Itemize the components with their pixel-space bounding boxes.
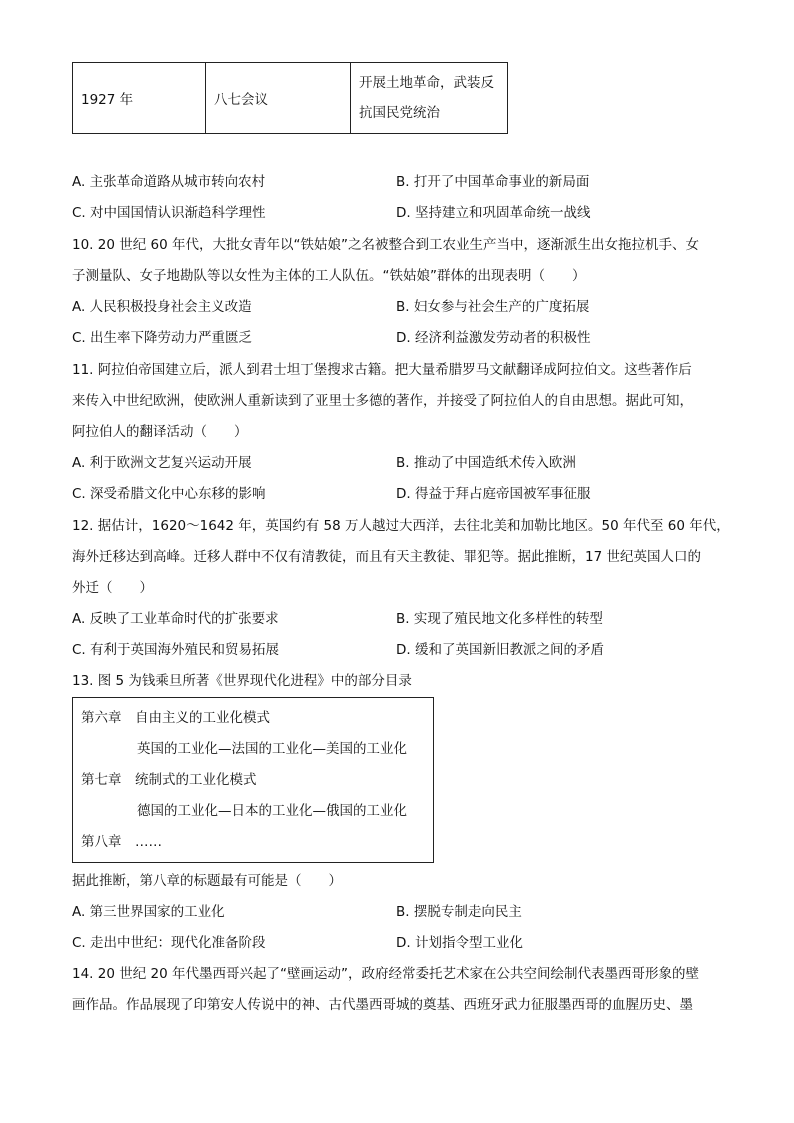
q10-stem-line-1: 10. 20 世纪 60 年代，大批女青年以“铁姑娘”之名被整合到工农业生产当中，逐渐派生出女拖拉机手、女 [72, 237, 699, 253]
table-cell-year [73, 63, 206, 134]
q11-option-c: C. 深受希腊文化中心东移的影响 [72, 486, 266, 502]
toc-chapter-7: 第七章 统制式的工业化模式 [81, 772, 257, 788]
table-cell-significance [351, 63, 508, 134]
q10-option-c: C. 出生率下降劳动力严重匮乏 [72, 330, 253, 346]
q14-stem-line-2: 画作品。作品展现了印第安人传说中的神、古代墨西哥城的奠基、西班牙武力征服墨西哥的血腥历史、墨 [72, 997, 693, 1013]
significance-line-2: 抗国民党统治 [359, 105, 440, 121]
toc-chapter-6: 第六章 自由主义的工业化模式 [81, 710, 270, 726]
event-text: 八七会议 [214, 92, 268, 108]
q11-option-d: D. 得益于拜占庭帝国被军事征服 [396, 486, 591, 502]
q12-option-c: C. 有利于英国海外殖民和贸易拓展 [72, 642, 280, 658]
significance-line-1: 开展土地革命，武装反 [359, 75, 494, 91]
q12-stem-line-1: 12. 据估计，1620～1642 年，英国约有 58 万人越过大西洋，去往北美和加勒比地区。50 年代至 60 年代， [72, 518, 730, 534]
table-of-contents-box [72, 697, 434, 863]
q14-stem-line-1: 14. 20 世纪 20 年代墨西哥兴起了“壁画运动”，政府经常委托艺术家在公共空间绘制代表墨西哥形象的壁 [72, 966, 699, 982]
q10-stem-line-2: 子测量队、女子地勘队等以女性为主体的工人队伍。“铁姑娘”群体的出现表明（ ） [72, 268, 586, 284]
q10-option-a: A. 人民积极投身社会主义改造 [72, 299, 252, 315]
q13-option-d: D. 计划指令型工业化 [396, 935, 523, 951]
table-row [73, 63, 508, 134]
q11-stem-line-2: 来传入中世纪欧洲，使欧洲人重新读到了亚里士多德的著作，并接受了阿拉伯人的自由思想。据此可知， [72, 393, 693, 409]
q11-stem-line-1: 11. 阿拉伯帝国建立后，派人到君士坦丁堡搜求古籍。把大量希腊罗马文献翻译成阿拉伯文。这些著作后 [72, 362, 692, 378]
q12-stem-line-3: 外迁（ ） [72, 580, 153, 596]
q13-intro: 13. 图 5 为钱乘旦所著《世界现代化进程》中的部分目录 [72, 673, 412, 689]
q13-option-a: A. 第三世界国家的工业化 [72, 904, 225, 920]
q11-option-a: A. 利于欧洲文艺复兴运动开展 [72, 455, 252, 471]
q9-option-d: D. 坚持建立和巩固革命统一战线 [396, 205, 591, 221]
q12-stem-line-2: 海外迁移达到高峰。迁移人群中不仅有清教徒，而且有天主教徒、罪犯等。据此推断，17 世纪英国人口的 [72, 549, 701, 565]
toc-chapter-8: 第八章 …… [81, 834, 162, 850]
q12-option-b: B. 实现了殖民地文化多样性的转型 [396, 611, 603, 627]
q11-option-b: B. 推动了中国造纸术传入欧洲 [396, 455, 576, 471]
year-text: 1927 年 [81, 92, 134, 108]
q9-option-a: A. 主张革命道路从城市转向农村 [72, 174, 266, 190]
toc-chapter-6-sections: 英国的工业化—法国的工业化—美国的工业化 [137, 741, 407, 757]
q10-option-d: D. 经济利益激发劳动者的积极性 [396, 330, 591, 346]
toc-chapter-7-sections: 德国的工业化—日本的工业化—俄国的工业化 [137, 803, 407, 819]
q9-option-c: C. 对中国国情认识渐趋科学理性 [72, 205, 266, 221]
table-cell-event [206, 63, 351, 134]
q13-option-b: B. 摆脱专制走向民主 [396, 904, 522, 920]
q13-option-c: C. 走出中世纪：现代化准备阶段 [72, 935, 266, 951]
q11-stem-line-3: 阿拉伯人的翻译活动（ ） [72, 424, 248, 440]
q13-stem: 据此推断，第八章的标题最有可能是（ ） [72, 873, 342, 889]
q9-option-b: B. 打开了中国革命事业的新局面 [396, 174, 590, 190]
history-events-table [72, 62, 508, 134]
q12-option-d: D. 缓和了英国新旧教派之间的矛盾 [396, 642, 604, 658]
q10-option-b: B. 妇女参与社会生产的广度拓展 [396, 299, 590, 315]
q12-option-a: A. 反映了工业革命时代的扩张要求 [72, 611, 279, 627]
